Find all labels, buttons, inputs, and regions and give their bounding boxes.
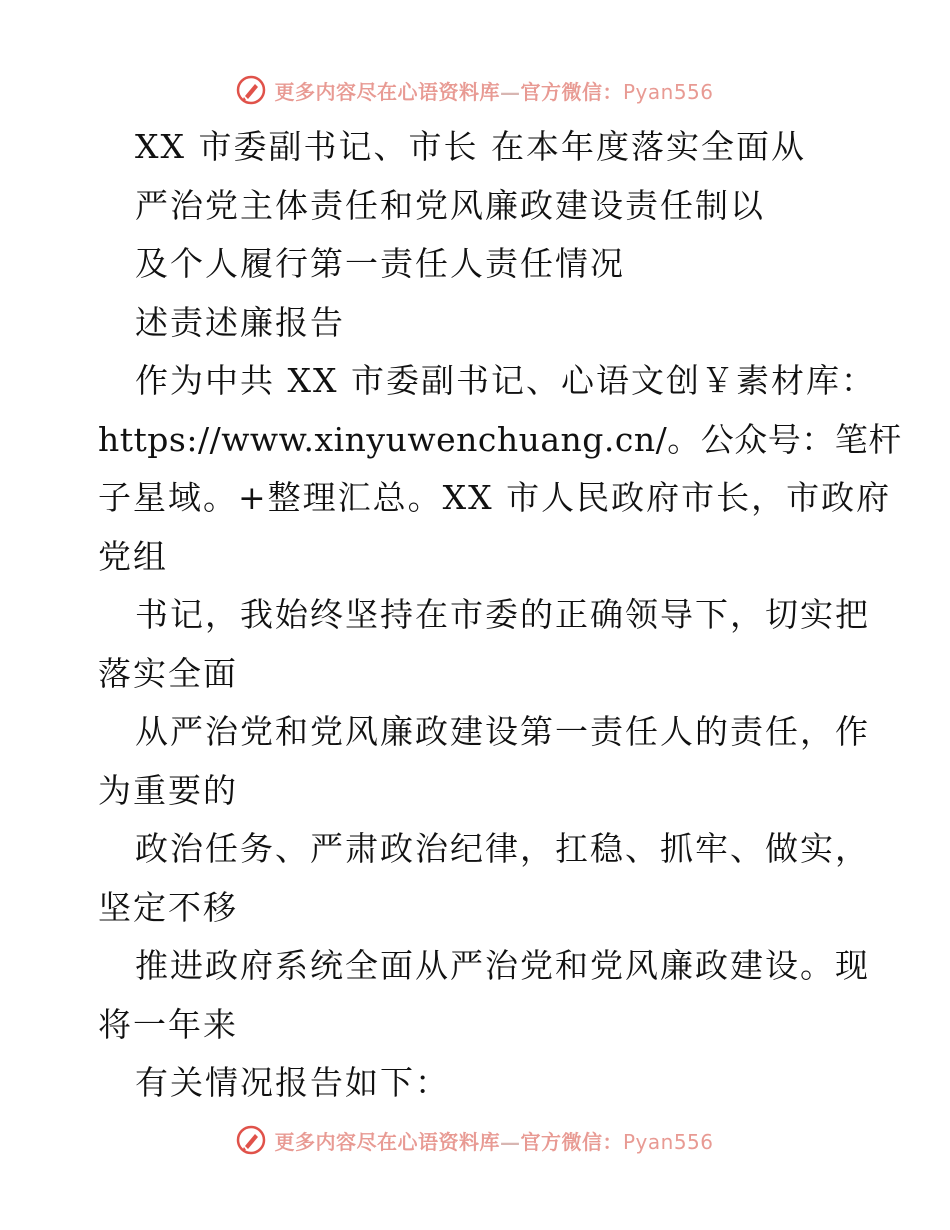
body-line-8: 为重要的 [98,770,238,810]
document-body [98,118,902,1113]
title-line-3: 及个人履行第一责任人责任情况 [135,244,625,283]
body-line-12: 将一年来 [98,1004,238,1044]
pen-nib-logo-icon [236,1125,266,1155]
body-line-4: 党组 [98,536,168,576]
title-line-4: 述责述廉报告 [135,302,345,342]
body-line-5: 书记，我始终坚持在市委的正确领导下，切实把 [135,595,870,634]
footer-watermark [0,1120,950,1160]
body-line-9: 政治任务、严肃政治纪律，扛稳、抓牢、做实， [135,829,870,868]
body-line-11: 推进政府系统全面从严治党和党风廉政建设。现 [135,946,870,985]
header-watermark [0,70,950,110]
watermark-text: 更多内容尽在心语资料库—官方微信：Pyan556 [274,1129,714,1154]
body-line-1: 作为中共 XX 市委副书记、心语文创￥素材库： [135,361,876,400]
body-line-3: 子星域。+整理汇总。XX 市人民政府市长，市政府 [98,478,892,517]
body-line-13: 有关情况报告如下： [135,1063,450,1102]
title-line-1: XX 市委副书记、市长 在本年度落实全面从 [135,127,806,166]
body-line-6: 落实全面 [98,653,238,693]
body-line-7: 从严治党和党风廉政建设第一责任人的责任，作 [135,712,870,751]
body-line-2: https://www.xinyuwenchuang.cn/。公众号：笔杆 [98,419,902,459]
pen-nib-logo-icon [236,75,266,105]
title-line-2: 严治党主体责任和党风廉政建设责任制以 [135,185,765,225]
body-line-10: 坚定不移 [98,887,238,927]
watermark-text: 更多内容尽在心语资料库—官方微信：Pyan556 [274,79,714,104]
